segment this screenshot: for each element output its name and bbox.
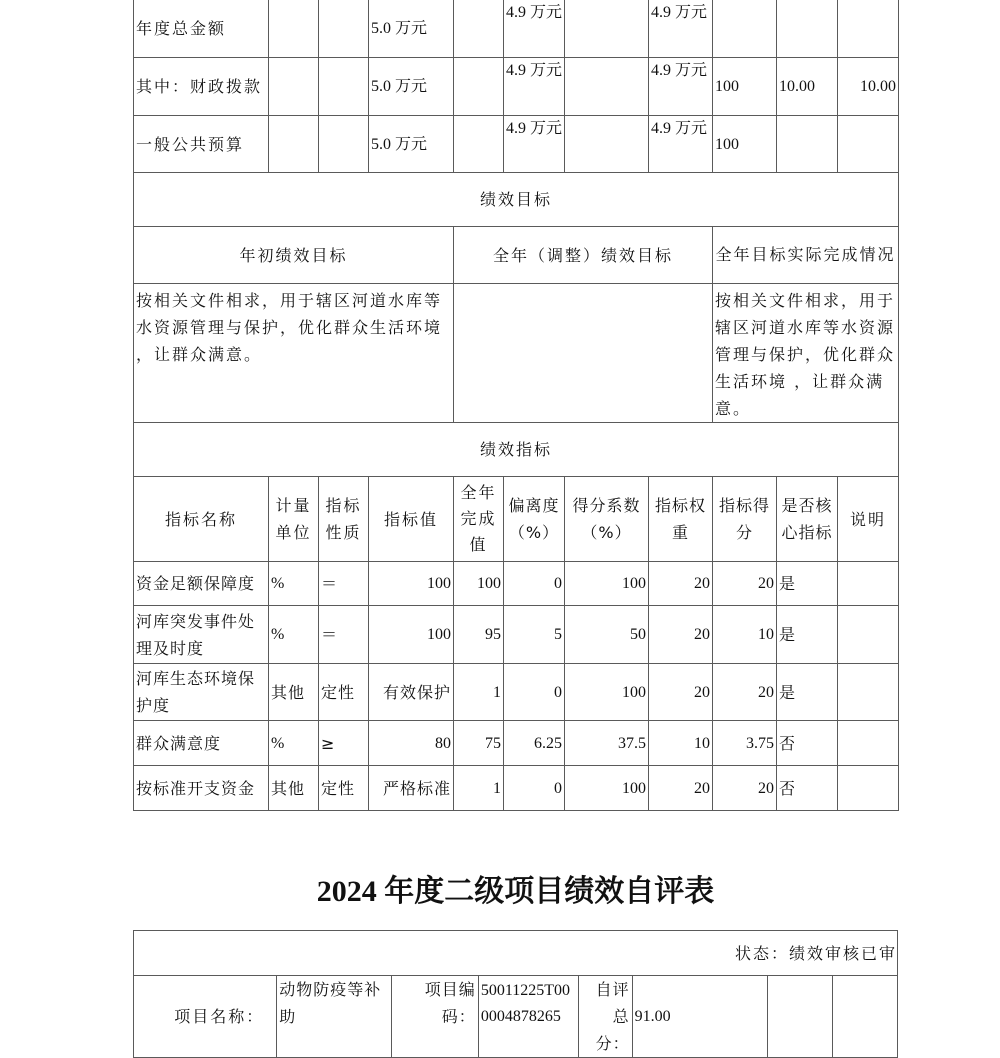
indicator-coef: 100	[565, 766, 649, 811]
indicator-deviation: 6.25	[504, 721, 565, 766]
indicator-row	[134, 664, 899, 721]
budget-planned: 5.0 万元	[369, 0, 454, 58]
project-name-label: 项目名称：	[134, 976, 277, 1058]
header-note: 说明	[838, 477, 899, 562]
indicator-deviation: 0	[504, 766, 565, 811]
indicator-nature: ＝	[319, 606, 369, 664]
indicator-score: 20	[713, 664, 777, 721]
project-info-row	[134, 976, 898, 1058]
indicator-target: 严格标准	[369, 766, 454, 811]
header-actual: 全年完成值	[454, 477, 504, 562]
header-coef: 得分系数（%）	[565, 477, 649, 562]
indicator-weight: 10	[649, 721, 713, 766]
indicator-actual: 1	[454, 664, 504, 721]
indicator-coef: 37.5	[565, 721, 649, 766]
goals-col-initial: 年初绩效目标	[134, 227, 454, 284]
indicator-core: 是	[777, 562, 838, 606]
indicator-actual: 95	[454, 606, 504, 664]
budget-score	[838, 0, 899, 58]
total-score-value: 91.00	[632, 976, 768, 1058]
budget-score	[838, 116, 899, 173]
budget-row	[134, 58, 899, 116]
indicator-row	[134, 766, 899, 811]
header-core: 是否核心指标	[777, 477, 838, 562]
indicator-name: 河库突发事件处理及时度	[134, 606, 269, 664]
indicator-note	[838, 766, 899, 811]
indicator-deviation: 0	[504, 562, 565, 606]
indicator-actual: 100	[454, 562, 504, 606]
goals-col-actual: 全年目标实际完成情况	[713, 227, 899, 284]
budget-executed: 4.9 万元	[649, 116, 713, 173]
header-target: 指标值	[369, 477, 454, 562]
indicator-deviation: 0	[504, 664, 565, 721]
indicator-nature: ≥	[319, 721, 369, 766]
goals-header-row	[134, 227, 899, 284]
budget-weight	[777, 116, 838, 173]
indicator-nature: 定性	[319, 766, 369, 811]
indicator-score: 10	[713, 606, 777, 664]
indicator-unit: %	[269, 606, 319, 664]
goals-section-title: 绩效目标	[134, 173, 899, 227]
budget-row	[134, 0, 899, 58]
project-name-value: 动物防疫等补助	[277, 976, 392, 1058]
indicator-row	[134, 721, 899, 766]
indicator-target: 80	[369, 721, 454, 766]
header-score: 指标得分	[713, 477, 777, 562]
indicators-section-row	[134, 423, 899, 477]
budget-planned: 5.0 万元	[369, 116, 454, 173]
indicator-note	[838, 606, 899, 664]
indicator-coef: 50	[565, 606, 649, 664]
indicator-core: 否	[777, 766, 838, 811]
indicators-section-title: 绩效指标	[134, 423, 899, 477]
budget-score: 10.00	[838, 58, 899, 116]
second-form-table	[133, 930, 898, 1058]
project-code-value: 50011225T000004878265	[478, 976, 578, 1058]
header-weight: 指标权重	[649, 477, 713, 562]
indicator-target: 100	[369, 562, 454, 606]
budget-rate: 100	[713, 58, 777, 116]
total-score-label: 自评总分：	[578, 976, 632, 1058]
indicator-score: 20	[713, 766, 777, 811]
header-indicator-name: 指标名称	[134, 477, 269, 562]
indicator-unit: %	[269, 721, 319, 766]
goals-content-row	[134, 284, 899, 423]
indicator-score: 20	[713, 562, 777, 606]
project-code-label: 项目编码：	[391, 976, 478, 1058]
budget-executed: 4.9 万元	[649, 0, 713, 58]
indicator-unit: 其他	[269, 766, 319, 811]
indicator-weight: 20	[649, 664, 713, 721]
budget-rate: 100	[713, 116, 777, 173]
indicator-deviation: 5	[504, 606, 565, 664]
indicator-row	[134, 562, 899, 606]
indicator-core: 是	[777, 606, 838, 664]
indicator-coef: 100	[565, 664, 649, 721]
budget-adjusted: 4.9 万元	[504, 58, 565, 116]
indicator-target: 有效保护	[369, 664, 454, 721]
indicator-weight: 20	[649, 766, 713, 811]
indicator-note	[838, 721, 899, 766]
indicator-name: 群众满意度	[134, 721, 269, 766]
budget-label: 一般公共预算	[134, 116, 269, 173]
goals-col-adjusted: 全年（调整）绩效目标	[454, 227, 713, 284]
indicator-coef: 100	[565, 562, 649, 606]
budget-row	[134, 116, 899, 173]
indicator-note	[838, 664, 899, 721]
indicator-name: 河库生态环境保护度	[134, 664, 269, 721]
budget-planned: 5.0 万元	[369, 58, 454, 116]
indicator-note	[838, 562, 899, 606]
status-text: 状态：绩效审核已审	[134, 931, 898, 976]
header-nature: 指标性质	[319, 477, 369, 562]
goals-adjusted-text	[454, 284, 713, 423]
indicator-weight: 20	[649, 562, 713, 606]
status-row	[134, 931, 898, 976]
indicators-header-row	[134, 477, 899, 562]
budget-rate	[713, 0, 777, 58]
header-unit: 计量单位	[269, 477, 319, 562]
goals-section-row	[134, 173, 899, 227]
budget-adjusted: 4.9 万元	[504, 0, 565, 58]
indicator-nature: 定性	[319, 664, 369, 721]
indicator-core: 是	[777, 664, 838, 721]
indicator-name: 按标准开支资金	[134, 766, 269, 811]
goals-initial-text: 按相关文件相求，用于辖区河道水库等水资源管理与保护，优化群众生活环境 ，让群众满意。	[134, 284, 454, 423]
performance-table	[133, 0, 899, 811]
indicator-actual: 1	[454, 766, 504, 811]
indicator-unit: %	[269, 562, 319, 606]
indicator-score: 3.75	[713, 721, 777, 766]
indicator-unit: 其他	[269, 664, 319, 721]
header-deviation: 偏离度（%）	[504, 477, 565, 562]
form-title: 2024 年度二级项目绩效自评表	[316, 875, 715, 908]
indicator-target: 100	[369, 606, 454, 664]
indicator-nature: ＝	[319, 562, 369, 606]
budget-label: 年度总金额	[134, 0, 269, 58]
indicator-name: 资金足额保障度	[134, 562, 269, 606]
indicator-row	[134, 606, 899, 664]
budget-adjusted: 4.9 万元	[504, 116, 565, 173]
budget-weight: 10.00	[777, 58, 838, 116]
indicator-core: 否	[777, 721, 838, 766]
indicator-weight: 20	[649, 606, 713, 664]
budget-executed: 4.9 万元	[649, 58, 713, 116]
budget-weight	[777, 0, 838, 58]
goals-actual-text: 按相关文件相求，用于辖区河道水库等水资源管理与保护，优化群众生活环境 ，让群众满意。	[713, 284, 899, 423]
indicator-actual: 75	[454, 721, 504, 766]
budget-label: 其中：财政拨款	[134, 58, 269, 116]
